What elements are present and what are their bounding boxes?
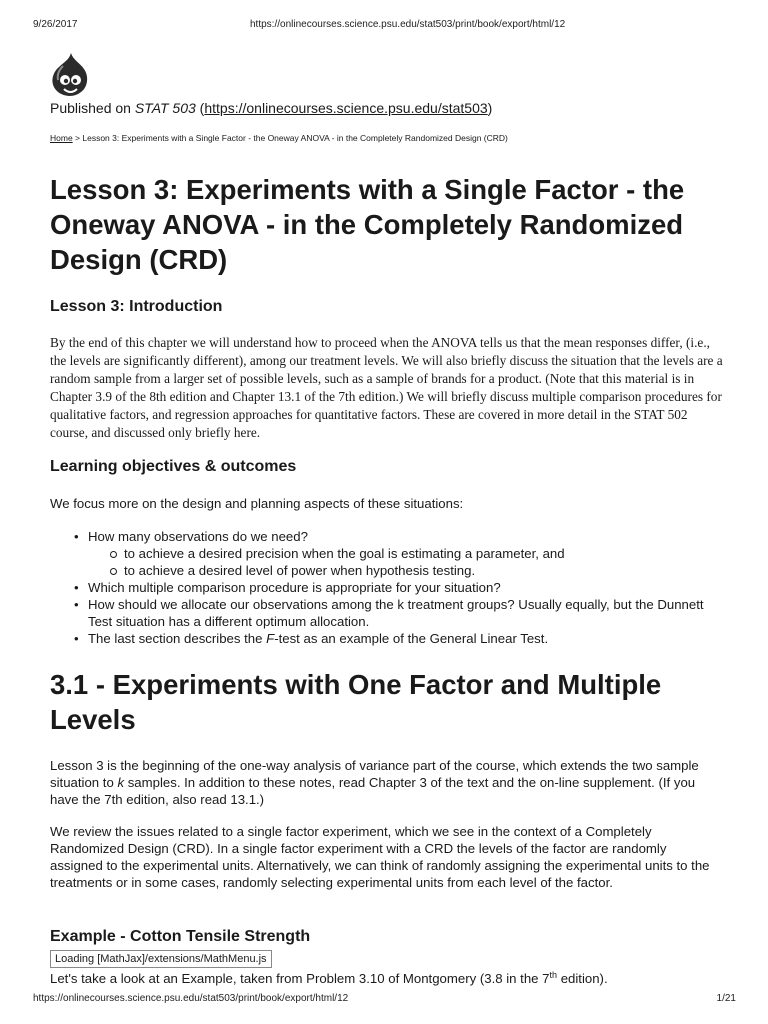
intro-heading: Lesson 3: Introduction (50, 298, 223, 315)
p1-k-symbol: k (117, 775, 125, 790)
f-test-letter: F (266, 631, 275, 646)
mathjax-loading-status: Loading [MathJax]/extensions/MathMenu.js (50, 950, 272, 968)
breadcrumb (50, 133, 508, 143)
list-item: • Which multiple comparison procedure is appropriate for your situation? (50, 579, 720, 596)
example-text-before: Let's take a look at an Example, taken from Problem 3.10 of Montgomery (3.8 in the 7 (50, 971, 550, 986)
objectives-lead: We focus more on the design and planning aspects of these situations: (50, 496, 464, 511)
print-date: 9/26/2017 (33, 19, 78, 30)
p1-text-a: Lesson 3 is the beginning of the one-way analysis of variance part of the course, which extends the two sample situation to (50, 758, 699, 790)
breadcrumb-trail: > Lesson 3: Experiments with a Single Factor - the Oneway ANOVA - in the Completely Randomized Design (CRD) (72, 133, 508, 143)
site-url-link[interactable]: https://onlinecourses.science.psu.edu/stat503 (204, 100, 488, 116)
objectives-heading: Learning objectives & outcomes (50, 458, 297, 475)
intro-paragraph: By the end of this chapter we will understand how to proceed when the ANOVA tells us that the mean responses differ, (i.e., the levels are significantly different), among our treatment levels. We will also briefly discuss the situation that the levels are a random sample from a larger set of possible levels, such as a sample of brands for a product. (Note that this material is in Chapter 3.9 of the 8th edition and Chapter 13.1 of the 7th edition.) We will briefly discuss multiple comparison procedures for qualitative factors, and regression approaches for quantitative factors. These are covered in more detail in the STAT 502 course, and discussed only briefly here. (50, 335, 723, 440)
list-item (50, 630, 720, 647)
last-item-after: -test as an example of the General Linear Test. (274, 631, 549, 646)
published-prefix: Published on (50, 100, 135, 116)
example-text-after: edition). (557, 971, 608, 986)
p1-text-b: samples. In addition to these notes, read Chapter 3 of the text and the on-line supplement. (If you have the 7th edition, also read 13.1.) (50, 775, 696, 807)
lesson-title: Lesson 3: Experiments with a Single Factor - the Oneway ANOVA - in the Completely Randomized Design (CRD) (50, 174, 685, 275)
print-header-url: https://onlinecourses.science.psu.edu/stat503/print/book/export/html/12 (250, 19, 566, 30)
print-footer-url: https://onlinecourses.science.psu.edu/stat503/print/book/export/html/12 (33, 993, 349, 1004)
section-3-1-paragraph-1 (50, 757, 720, 808)
drupal-drop-logo-icon (50, 52, 90, 98)
list-item: • How many observations do we need? (50, 528, 720, 545)
example-superscript: th (549, 970, 558, 980)
sub-list-item: to achieve a desired precision when the goal is estimating a parameter, and (50, 545, 720, 562)
section-3-1-paragraph-2: We review the issues related to a single factor experiment, which we see in the context of a Completely Randomized Design (CRD). In a single factor experiment with a CRD the levels of the factor are randomly assigned to the experimental units. Alternatively, we can think of randomly assigning the experimental units to the treatments or in some cases, randomly selecting experimental units from each level of the factor. (50, 824, 710, 890)
published-on-line (50, 100, 492, 116)
page-number: 1/21 (716, 993, 736, 1004)
paren-close: ) (487, 100, 493, 116)
breadcrumb-home-link[interactable]: Home (50, 133, 73, 143)
section-3-1-title: 3.1 - Experiments with One Factor and Multiple Levels (50, 669, 662, 735)
sub-list-item: to achieve a desired level of power when hypothesis testing. (50, 562, 720, 579)
objectives-list (50, 528, 720, 647)
list-item: • How should we allocate our observations among the k treatment groups? Usually equally, but the Dunnett Test situation has a different optimum allocation. (50, 596, 720, 630)
paren-open: ( (195, 100, 205, 116)
example-intro-line (50, 967, 608, 987)
example-heading: Example - Cotton Tensile Strength (50, 928, 311, 945)
last-item-before: The last section describes the (88, 631, 267, 646)
site-name: STAT 503 (134, 100, 196, 116)
